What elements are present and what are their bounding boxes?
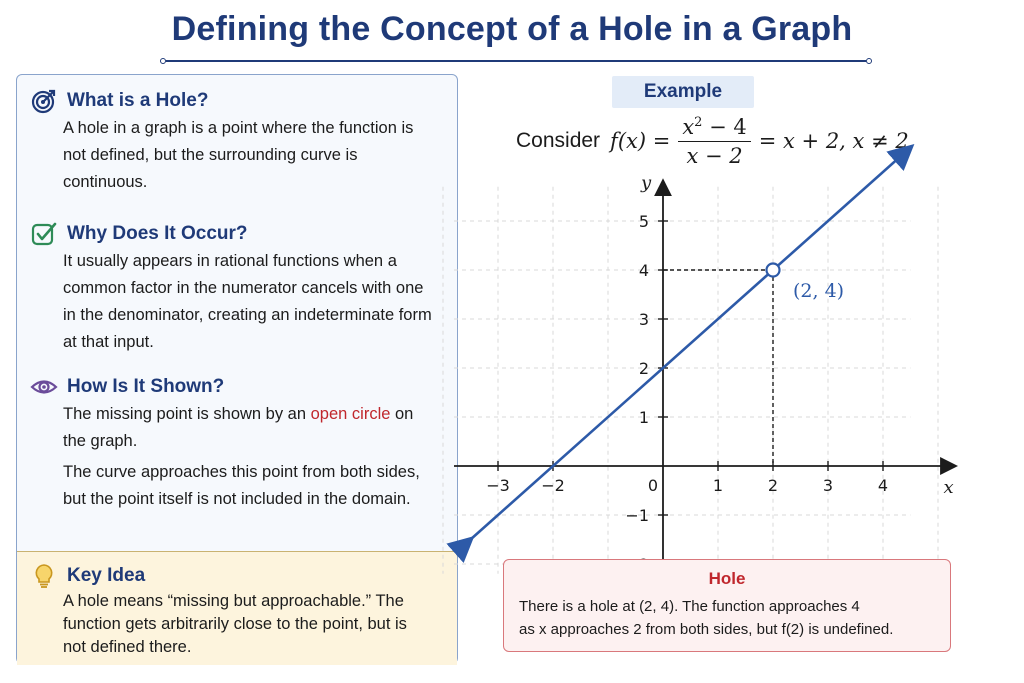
series-line: [471, 148, 911, 540]
section-how-is-it-shown: [17, 373, 457, 513]
y-tick-label: 4: [638, 261, 649, 280]
x-tick-label: −3: [486, 476, 510, 495]
lightbulb-icon: [31, 563, 57, 589]
hole-box-line-2: as x approaches 2 from both sides, but f(2) is undefined.: [519, 621, 894, 638]
section-text: A hole in a graph is a point where the function is not defined, but the surrounding curve is continuous.: [63, 119, 414, 191]
y-tick-label: 5: [638, 212, 649, 231]
grid: [443, 187, 938, 574]
x-tick-label: 4: [877, 476, 889, 495]
example-formula: [516, 110, 916, 172]
hole-point-label: (2, 4): [793, 280, 845, 302]
x-axis-label: x: [943, 477, 954, 498]
x-tick-label: 0: [647, 476, 659, 495]
x-tick-label: 1: [712, 476, 724, 495]
eye-icon: [31, 374, 57, 400]
function-line: [471, 148, 911, 540]
y-tick-label: −1: [625, 506, 649, 525]
section-what-is-a-hole: [17, 87, 457, 196]
hole-box-line-1: There is a hole at (2, 4). The function approaches 4: [519, 598, 860, 615]
hole-explanation-box: [503, 559, 951, 652]
y-tick-label: 3: [638, 310, 649, 329]
section-heading: What is a Hole?: [67, 90, 209, 111]
section-text: It usually appears in rational functions when a common factor in the numerator cancels with one in the denominator, creating an indeterminate form at that input.: [63, 252, 432, 351]
fraction-denominator: x − 2: [686, 143, 743, 168]
fraction-numerator: $x^2 - 4$: [678, 115, 750, 142]
y-tick-label: 1: [638, 408, 649, 427]
y-tick-label: 2: [638, 359, 649, 378]
consider-text: Consider: [516, 129, 601, 152]
section-heading: Key Idea: [67, 565, 146, 586]
open-circle-highlight: open circle: [310, 405, 391, 423]
hole-marker: [663, 264, 844, 467]
axes: [454, 173, 955, 579]
open-circle-hole: [767, 264, 780, 277]
section-text: The curve approaches this point from both sides, but the point itself is not included in the domain.: [63, 463, 420, 508]
function-graph: [488, 172, 968, 552]
formula-lhs: f(x) =: [610, 129, 671, 153]
hole-box-title: Hole: [708, 569, 746, 588]
y-axis-label: y: [641, 172, 652, 194]
example-label: Example: [612, 76, 754, 108]
target-icon: [31, 88, 57, 114]
key-idea-box: [17, 551, 457, 665]
x-tick-label: 2: [767, 476, 779, 495]
concept-panel: [16, 74, 458, 664]
formula-rhs: = x + 2, x ≠ 2: [758, 129, 909, 153]
section-text: The missing point is shown by an open circle on the graph.: [63, 405, 414, 450]
section-why-does-it-occur: [17, 220, 457, 356]
section-heading: Why Does It Occur?: [67, 223, 248, 244]
page-title: Defining the Concept of a Hole in a Graph: [171, 10, 853, 48]
section-heading: How Is It Shown?: [67, 376, 225, 397]
formula-fraction: [678, 115, 750, 168]
x-tick-label: −2: [541, 476, 565, 495]
section-text: A hole means “missing but approachable.” The function gets arbitrarily close to the point, but is not defined there.: [63, 592, 407, 656]
tick-labels: [486, 212, 888, 574]
checkmark-icon: [31, 221, 57, 247]
title-underline: [160, 58, 872, 64]
x-tick-label: 3: [822, 476, 834, 495]
